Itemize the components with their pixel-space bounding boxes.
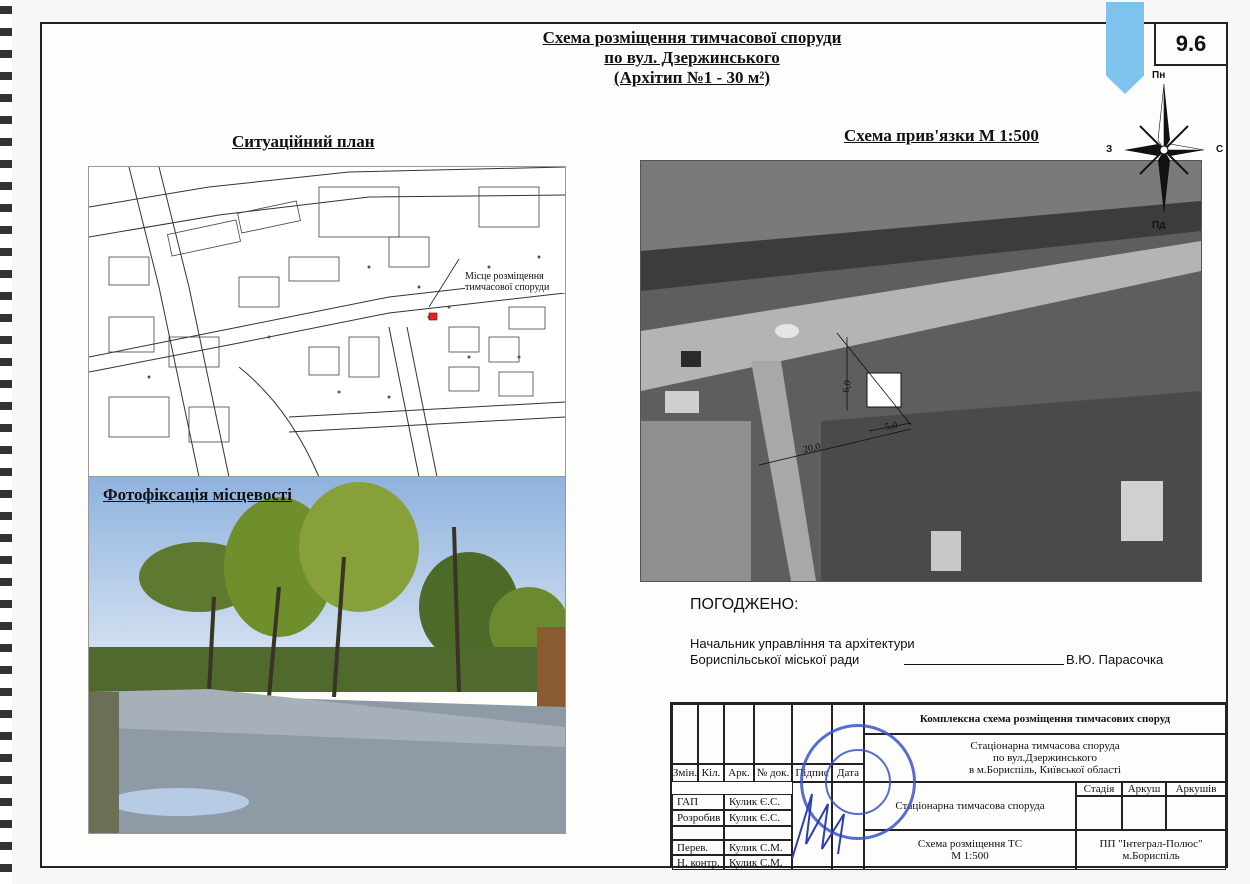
role-developer: Розробив [672,810,724,826]
title-line-1: Схема розміщення тимчасової споруди [542,28,842,47]
document-title [442,28,942,88]
sheet-value [1122,796,1166,830]
name-checked: Кулик С.М. [724,840,792,855]
dimension-horizontal: 20,0 [802,441,822,456]
organization-line-2: м.Бориспіль [1122,850,1180,862]
column-header: Дата [832,764,864,782]
organization-line-1: ПП "Інтеграл-Полюс" [1099,838,1203,850]
element-name: Стаціонарна тимчасова споруда [864,782,1076,830]
signatory-name: В.Ю. Парасочка [1066,652,1164,667]
photo-illustration [89,477,565,833]
sheets-total-header: Аркушів [1166,782,1226,796]
approval-position-line-2: Бориспільської міської ради [690,652,860,667]
grid-cell [724,704,754,764]
binding-scheme-heading: Схема прив'язки М 1:500 [844,126,1039,145]
handwritten-signature [782,784,862,864]
sheets-total-value [1166,796,1226,830]
grid-cell [698,704,724,764]
photo-fixation-heading: Фотофіксація місцевості [103,485,292,504]
drawing-sheet [40,22,1228,868]
name-gap: Кулик Є.С. [724,794,792,810]
drawing-name-line-1: Схема розміщення ТС [917,838,1023,850]
drawing-name [864,830,1076,870]
name-norm-control: Кулик С.М. [724,855,792,870]
sheet-number: 9.6 [1154,24,1226,66]
title-block [670,702,1226,868]
column-header: № док. [754,764,792,782]
role-checked: Перев. [672,840,724,855]
role-gap: ГАП [672,794,724,810]
object-description [864,734,1226,782]
signature-line [904,664,1064,665]
compass-rose [1106,64,1224,234]
location-label: Місце розміщення тимчасової споруди [465,271,565,293]
grid-cell [754,704,792,764]
compass-south: Пд [1152,220,1166,231]
role-norm-control: Н. контр. [672,855,724,870]
approval-position-line-1: Начальник управління та архітектури [690,636,915,651]
map-drawing [89,167,565,477]
site-photo [88,476,566,834]
object-line-1: Стаціонарна тимчасова споруда [970,740,1120,752]
title-line-2: по вул. Дзержинського [604,48,780,67]
compass-west: З [1106,144,1113,155]
situation-plan-heading: Ситуаційний план [232,132,375,151]
stage-value [1076,796,1122,830]
object-line-3: в м.Бориспіль, Київської області [968,764,1122,776]
column-header: Підпис [792,764,832,782]
grid-cell [672,826,724,840]
compass-north: Пн [1152,70,1166,81]
column-header: Змін. [672,764,698,782]
organization [1076,830,1226,870]
stage-header: Стадія [1076,782,1122,796]
title-line-3: (Архітип №1 - 30 м²) [613,68,771,87]
name-developer: Кулик Є.С. [724,810,792,826]
situation-map [88,166,566,478]
sheet-header: Аркуш [1122,782,1166,796]
location-marker [429,313,437,320]
column-header: Арк. [724,764,754,782]
column-header: Кіл. [698,764,724,782]
object-line-2: по вул.Дзержинського [992,752,1097,764]
dimension-small: 5,0 [883,419,899,434]
compass-icon [1114,64,1214,234]
approval-heading: ПОГОДЖЕНО: [690,596,799,613]
approval-position [690,636,915,668]
grid-cell [672,704,698,764]
drawing-name-line-2: М 1:500 [951,850,989,862]
dimension-vertical: 6,0 [840,379,854,394]
spiral-binding [0,0,12,884]
compass-east: С [1216,144,1224,155]
project-name: Комплексна схема розміщення тимчасових споруд [864,704,1226,734]
